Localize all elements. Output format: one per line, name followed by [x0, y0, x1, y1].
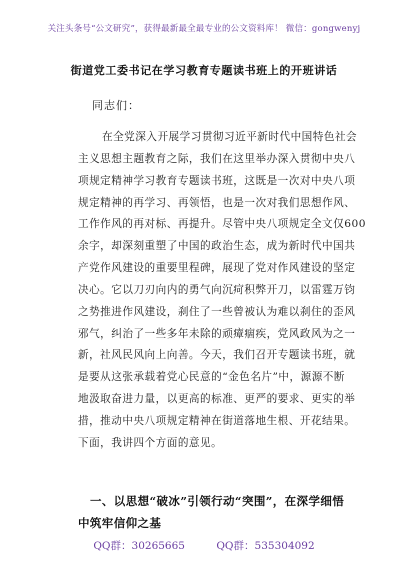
salutation: 同志们：	[92, 99, 140, 112]
body-line: 决心。它以刀刃向内的勇气向沉疴积弊开刀，以雷霆万钧	[78, 283, 356, 296]
footer	[0, 538, 408, 553]
body-line: 地汲取奋进力量，以更高的标准、更严的要求、更实的举	[78, 393, 356, 406]
body-line: 规定精神的再学习、再领悟，也是一次对我们思想作风、	[78, 196, 356, 209]
footer-qq-group-1: QQ群：30265665	[93, 540, 185, 552]
body-line: 产党作风建设的重要里程碑，展现了党对作风建设的坚定	[78, 262, 356, 275]
body-line: 之势推进作风建设，刹住了一些曾被认为难以刹住的歪风	[78, 305, 356, 318]
body-line: 措，推动中央八项规定精神在街道落地生根、开花结果。	[78, 414, 356, 427]
body-line: 新，社风民风向上向善。今天，我们召开专题读书班，就	[78, 349, 356, 362]
body-line: 工作作风的再对标、再提升。尽管中央八项规定全文仅600	[78, 218, 366, 231]
body-line: 主义思想主题教育之际，我们在这里举办深入贯彻中央八	[78, 152, 356, 165]
document-title: 街道党工委书记在学习教育专题读书班上的开班讲话	[70, 64, 338, 77]
footer-qq-group-2: QQ群：535304092	[216, 540, 315, 552]
section-heading-line: 中筑牢信仰之基	[78, 516, 162, 530]
section-heading	[78, 490, 345, 534]
body-paragraph	[78, 127, 366, 455]
body-line: 在全党深入开展学习贯彻习近平新时代中国特色社会	[102, 131, 358, 143]
header-note: 关注头条号“公文研究”，获得最新最全最专业的公文资料库！ 微信：gongwenyj	[47, 24, 361, 34]
body-line: 项规定精神学习教育专题读书班，这既是一次对中央八项	[78, 174, 356, 187]
section-heading-line: 一、以思想“破冰”引领行动“突围”，在深学细悟	[90, 494, 345, 508]
body-line: 余字，却深刻重塑了中国的政治生态，成为新时代中国共	[78, 240, 356, 253]
body-line: 下面，我讲四个方面的意见。	[78, 436, 223, 449]
body-line: 邪气，纠治了一些多年未除的顽瘴痼疾，党风政风为之一	[78, 327, 356, 340]
body-line: 是要从这张承载着党心民意的“金色名片”中，源源不断	[78, 371, 345, 384]
